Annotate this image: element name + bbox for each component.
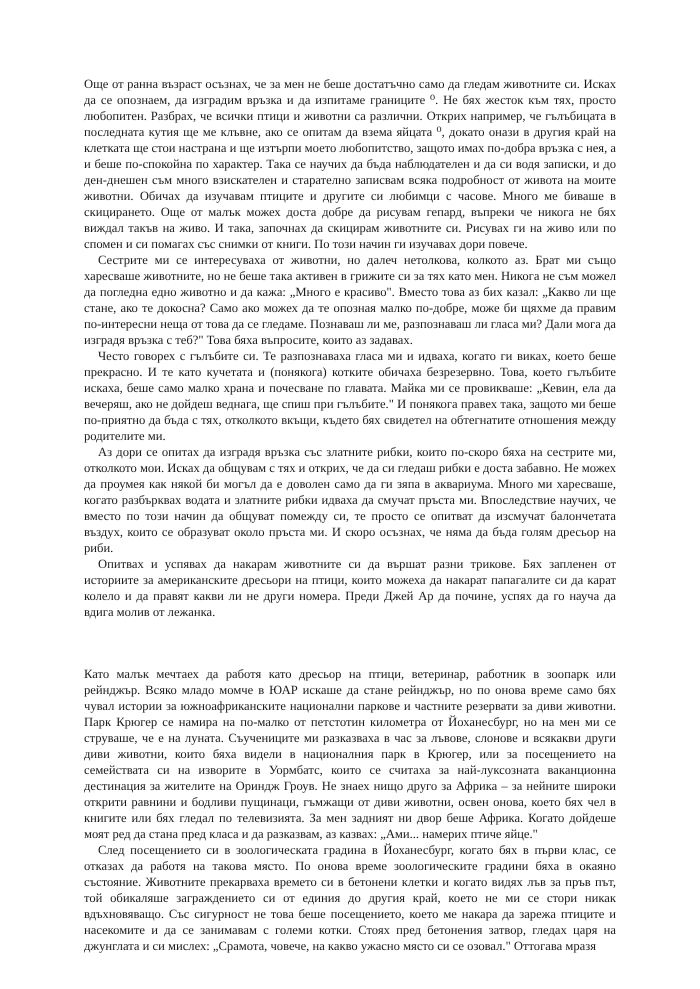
section-dream-jobs <box>84 666 616 954</box>
paragraph: Още от ранна възраст осъзнах, че за мен не беше достатъчно само да гледам животните си. Исках да се опознаем, да изградим връзка и да изпитаме границите ⁰. Не бях жесток към тях, просто любопитен. Разбрах, че всички птици и животни са различни. Открих например, че гълъбицата в последната кутия ще ме клъвне, ако се опитам да взема яйцата ⁰, докато онази в другия край на клетката ще стои настрана и ще изтърпи моето любопитство, защото имах по-добра връзка с нея, а и беше по-спокойна по характер. Така се научих да бъда наблюдателен и да си водя записки, и до ден-днешен съм много взискателен и старателно записвам всяка подробност от живота на моите животни. Обичах да изучавам птиците и другите си любимци с часове. Много ме биваше в скицирането. Още от малък можех доста добре да рисувам гепард, въпреки че никога не бях виждал такъв на живо. И така, започнах да скицирам животните си. Рисувах ги на живо или по спомен и си помагах със снимки от книги. По този начин ги изучавах дори повече. <box>84 77 616 251</box>
paragraph: Като малък мечтаех да работя като дресьор на птици, ветеринар, работник в зоопарк или рейнджър. Всяко младо момче в ЮАР искаше да стане рейнджър, но по онова време само бях чувал истории за южноафриканските национални паркове и частните резервати за диви животни. Парк Крюгер се намира на по-малко от петстотин километра от Йоханесбург, но на мен ми се струваше, че е на луната. Съучениците ми разказваха в час за лъвове, слонове и всякакви други диви животни, които бяха видели в националния парк в Крюгер, или за посещението на семействата си на изворите в Уормбатс, които се считаха за най-луксозната ваканционна дестинация за жителите на Ориндж Гроув. Не знаех нищо друго за Африка – за нейните широки открити равнини и бодливи пущинаци, гъмжащи от диви животни, освен онова, което бях чел в книгите или бях гледал по телевизията. За мен задният ни двор беше Африка. Когато дойдеше моят ред да стана пред класа и да разказвам, аз казвах: „Ами... намерих птиче яйце." <box>84 667 616 841</box>
paragraph: Сестрите ми се интересуваха от животни, но далеч нетолкова, колкото аз. Брат ми също харесваше животните, но не беше така активен в грижите си за тях като мен. Никога не съм можел да погледна едно животно и да кажа: „Много е красиво". Вместо това аз бих казал: „Какво ли ще стане, ако те докосна? Само ако можех да те опозная малко по-добре, може би щяхме да правим по-интересни неща от това да се гледаме. Познаваш ли ме, разпознаваш ли гласа ми? Дали мога да изградя връзка с теб?" Това бяха въпросите, които аз задавах. <box>84 253 616 347</box>
section-childhood-animals <box>84 76 616 620</box>
section-divider-space <box>84 620 616 666</box>
paragraph: Често говорех с гълъбите си. Те разпознаваха гласа ми и идваха, когато ги виках, което беше прекрасно. И те като кучетата и (понякога) котките обичаха безрезервно. Това, което гълъбите искаха, беше само малко храна и почесване по главата. Майка ми се провикваше: „Кевин, ела да вечеряш, ако не дойдеш веднага, ще спиш при гълъбите." И понякога правех така, защото ми беше по-приятно да бъда с тях, отколкото вкъщи, където бях свидетел на обтегнатите отношения между родителите ми. <box>84 349 616 443</box>
paragraph: След посещението си в зоологическата градина в Йоханесбург, когато бях в първи клас, се отказах да работя на такова място. По онова време зоологическите градини бяха в окаяно състояние. Животните прекарваха времето си в бетонени клетки и когато видях лъв за пръв път, той обикаляше заграждението си от единия до другия край, което не ми се стори никак вдъхновяващо. Със сигурност не това беше посещението, което ме накара да зарежа птиците и насекомите и да се занимавам с големи котки. Стоях пред бетонения затвор, гледах царя на джунглата и си мислех: „Срамота, човече, на какво ужасно място си се озовал." Оттогава мразя <box>84 843 616 953</box>
document-page <box>84 76 616 954</box>
paragraph: Опитвах и успявах да накарам животните си да вършат разни трикове. Бях запленен от историите за американските дресьори на птици, които можеха да накарат папагалите си да карат колело и да правят какви ли не други номера. Преди Джей Ар да почине, успях да го науча да вдига молив от лежанка. <box>84 557 616 619</box>
paragraph: Аз дори се опитах да изградя връзка със златните рибки, които по-скоро бяха на сестрите ми, отколкото мои. Исках да общувам с тях и открих, че да си гледаш рибки е доста забавно. Не можех да проумея как някой би могъл да е доволен само да ги зяпа в аквариума. Много ми харесваше, когато разбърквах водата и златните рибки идваха да смучат пръста ми. Впоследствие научих, че вместо по този начин да общуват помежду си, те просто се опитват да изсмучат балончетата въздух, които се образуват около пръста ми. И скоро осъзнах, че няма да бъда голям дресьор на риби. <box>84 445 616 555</box>
